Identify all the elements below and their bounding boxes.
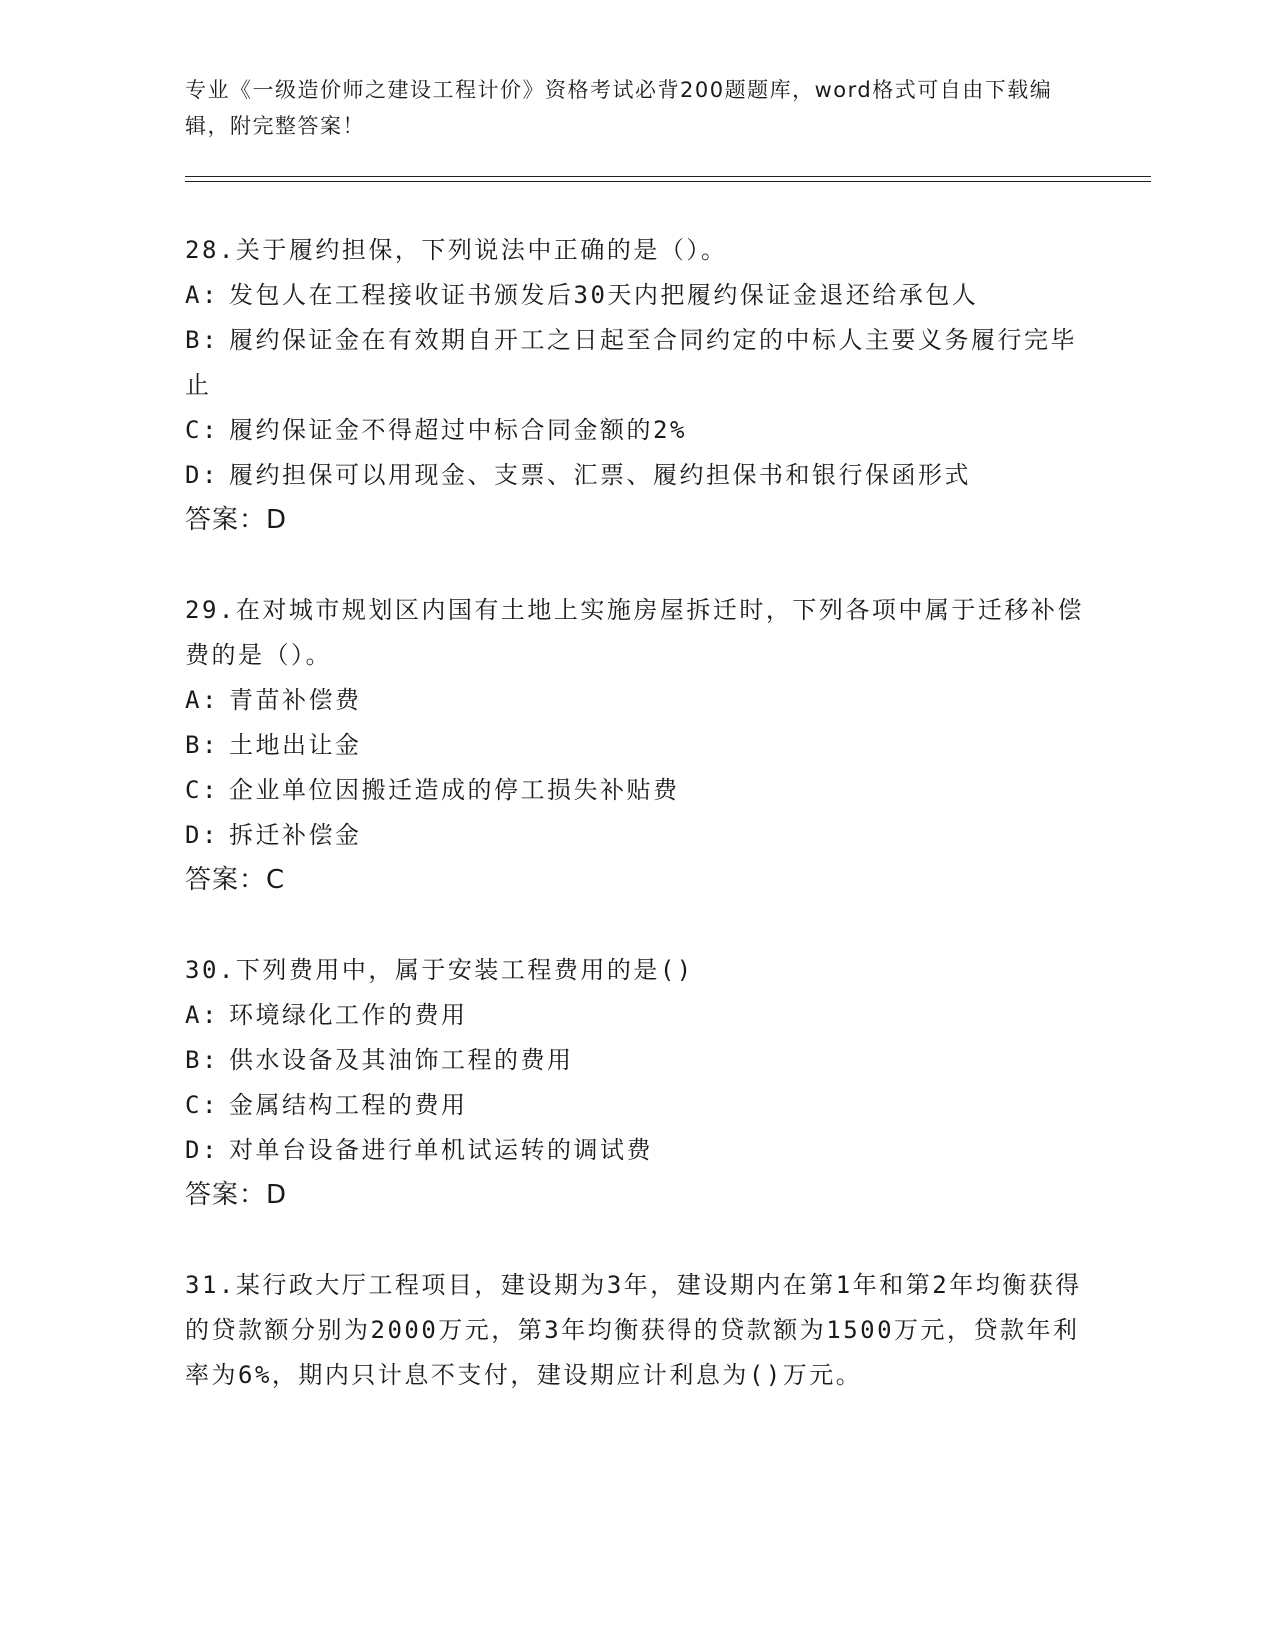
question-stem: 31.某行政大厅工程项目，建设期为3年，建设期内在第1年和第2年均衡获得的贷款额分别为2000万元，第3年均衡获得的贷款额为1500万元，贷款年利率为6%，期内只计息不支付，建设期应计利息为()万元。	[185, 1271, 1082, 1389]
option-text: 土地出让金	[229, 731, 362, 759]
option-d	[185, 1128, 1085, 1173]
answer-label: 答案：D	[185, 505, 288, 535]
option-c	[185, 408, 1085, 453]
option-key: B:	[185, 731, 219, 759]
option-text: 履约担保可以用现金、支票、汇票、履约担保书和银行保函形式	[229, 461, 971, 489]
option-a	[185, 678, 1085, 723]
option-key: D:	[185, 1136, 219, 1164]
question-30	[185, 948, 1085, 1218]
option-key: C:	[185, 416, 219, 444]
header-divider-bottom	[185, 181, 1151, 182]
option-key: B:	[185, 326, 219, 354]
option-text: 发包人在工程接收证书颁发后30天内把履约保证金退还给承包人	[229, 281, 979, 309]
question-stem: 30.下列费用中，属于安装工程费用的是()	[185, 956, 694, 984]
option-text: 环境绿化工作的费用	[229, 1001, 468, 1029]
option-text: 企业单位因搬迁造成的停工损失补贴费	[229, 776, 680, 804]
option-text: 对单台设备进行单机试运转的调试费	[229, 1136, 653, 1164]
option-b	[185, 318, 1085, 408]
question-28	[185, 228, 1085, 543]
option-b	[185, 1038, 1085, 1083]
option-key: D:	[185, 461, 219, 489]
question-list	[185, 228, 1085, 1443]
option-key: A:	[185, 1001, 219, 1029]
option-c	[185, 1083, 1085, 1128]
question-stem: 29.在对城市规划区内国有土地上实施房屋拆迁时，下列各项中属于迁移补偿费的是（）。	[185, 596, 1084, 669]
option-key: B:	[185, 1046, 219, 1074]
option-text: 青苗补偿费	[229, 686, 362, 714]
question-31	[185, 1263, 1085, 1398]
header-divider-top	[185, 176, 1151, 177]
option-key: A:	[185, 686, 219, 714]
question-29	[185, 588, 1085, 903]
option-key: C:	[185, 1091, 219, 1119]
document-header: 专业《一级造价师之建设工程计价》资格考试必背200题题库，word格式可自由下载编辑，附完整答案！	[185, 78, 1053, 138]
option-text: 金属结构工程的费用	[229, 1091, 468, 1119]
option-a	[185, 993, 1085, 1038]
question-stem: 28.关于履约担保，下列说法中正确的是（）。	[185, 236, 728, 264]
option-d	[185, 453, 1085, 498]
option-key: D:	[185, 821, 219, 849]
option-text: 履约保证金在有效期自开工之日起至合同约定的中标人主要义务履行完毕止	[185, 326, 1077, 399]
option-text: 履约保证金不得超过中标合同金额的2%	[229, 416, 687, 444]
option-text: 供水设备及其油饰工程的费用	[229, 1046, 574, 1074]
answer-label: 答案：D	[185, 1180, 288, 1210]
option-b	[185, 723, 1085, 768]
answer-label: 答案：C	[185, 865, 286, 895]
option-a	[185, 273, 1085, 318]
option-text: 拆迁补偿金	[229, 821, 362, 849]
option-c	[185, 768, 1085, 813]
option-d	[185, 813, 1085, 858]
option-key: A:	[185, 281, 219, 309]
option-key: C:	[185, 776, 219, 804]
